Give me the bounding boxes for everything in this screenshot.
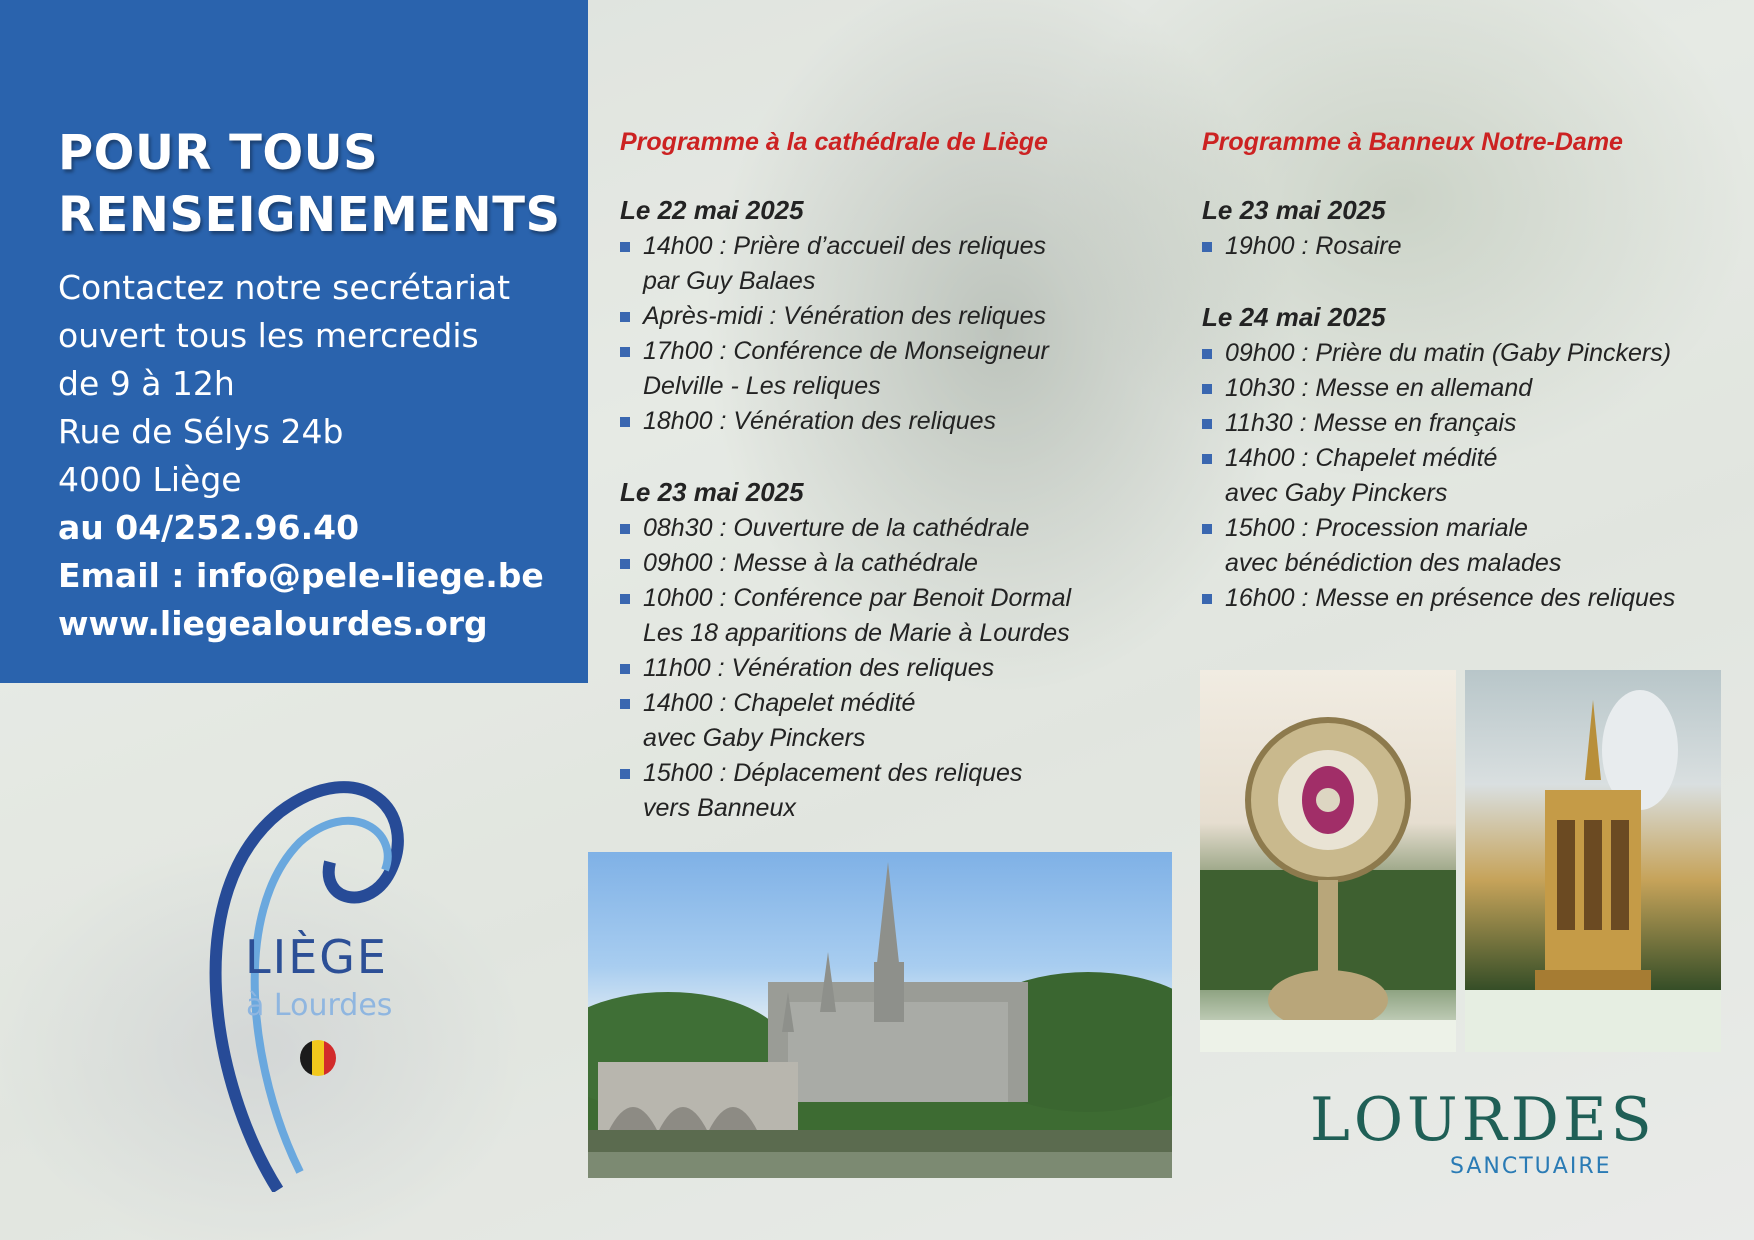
schedule-item-text: 14h00 : Chapelet médité — [1225, 444, 1498, 472]
schedule-item — [1202, 511, 1722, 581]
schedule-item — [1202, 229, 1722, 264]
schedule-item-text: 10h30 : Messe en allemand — [1225, 374, 1533, 402]
programme-banneux-title: Programme à Banneux Notre-Dame — [1202, 128, 1623, 156]
address-street: Rue de Sélys 24b — [58, 412, 344, 451]
schedule-item-text: par Guy Balaes — [643, 267, 816, 295]
belgian-flag-icon — [300, 1040, 336, 1076]
schedule-item-text: 14h00 : Chapelet médité — [643, 689, 916, 717]
day-heading: Le 23 mai 2025 — [620, 477, 804, 507]
phone-number: au 04/252.96.40 — [58, 508, 360, 547]
schedule-item-text: 14h00 : Prière d’accueil des reliques — [643, 232, 1047, 260]
schedule-item-text: 19h00 : Rosaire — [1225, 232, 1402, 260]
day-heading: Le 23 mai 2025 — [1202, 195, 1386, 225]
monstrance-illustration — [1200, 670, 1456, 1052]
schedule-item-text: 18h00 : Vénération des reliques — [643, 407, 997, 435]
day-heading: Le 22 mai 2025 — [620, 195, 804, 225]
schedule-item — [620, 229, 1120, 299]
schedule-item-text: 10h00 : Conférence par Benoit Dormal — [643, 584, 1072, 612]
schedule-item — [1202, 441, 1722, 511]
lourdes-sanctuaire-logo — [1310, 1085, 1656, 1179]
schedule-item-text: 09h00 : Prière du matin (Gaby Pinckers) — [1225, 339, 1672, 367]
schedule-item-text: Delville - Les reliques — [643, 372, 881, 400]
schedule-item-text: 08h30 : Ouverture de la cathédrale — [643, 514, 1030, 542]
schedule-item — [620, 546, 1120, 581]
schedule-list — [620, 229, 1120, 439]
reliquary-photo — [1465, 670, 1721, 1052]
schedule-item-text: 09h00 : Messe à la cathédrale — [643, 549, 978, 577]
contact-line: Contactez notre secrétariat — [58, 268, 511, 307]
liege-logo-subtitle: à Lourdes — [246, 988, 393, 1023]
schedule-item-text: 15h00 : Procession mariale — [1225, 514, 1528, 542]
schedule-item — [620, 686, 1120, 756]
website-link: www.liegealourdes.org — [58, 604, 488, 643]
reliquary-illustration — [1465, 670, 1721, 1052]
schedule-item — [620, 581, 1120, 651]
schedule-item — [620, 404, 1120, 439]
info-panel — [0, 0, 588, 683]
day-heading: Le 24 mai 2025 — [1202, 302, 1386, 332]
schedule-item-text: 15h00 : Déplacement des reliques — [643, 759, 1023, 787]
schedule-item — [620, 299, 1120, 334]
schedule-item-text: avec Gaby Pinckers — [1225, 479, 1448, 507]
contact-line: ouvert tous les mercredis — [58, 316, 479, 355]
schedule-item-text: Les 18 apparitions de Marie à Lourdes — [643, 619, 1070, 647]
programme-liege-title: Programme à la cathédrale de Liège — [620, 128, 1048, 156]
basilica-illustration — [588, 852, 1172, 1178]
lourdes-logo-subtitle: SANCTUAIRE — [1450, 1154, 1612, 1179]
address-city: 4000 Liège — [58, 460, 242, 499]
schedule-item-text: 16h00 : Messe en présence des reliques — [1225, 584, 1676, 612]
schedule-list — [1202, 336, 1722, 616]
contact-line: de 9 à 12h — [58, 364, 235, 403]
schedule-item-text: 11h00 : Vénération des reliques — [643, 654, 995, 682]
email-address: Email : info@pele-liege.be — [58, 556, 544, 595]
schedule-item-text: avec Gaby Pinckers — [643, 724, 866, 752]
info-title-line1: POUR TOUS — [58, 125, 379, 181]
schedule-item — [1202, 371, 1722, 406]
schedule-item-text: 11h30 : Messe en français — [1225, 409, 1517, 437]
info-title-line2: RENSEIGNEMENTS — [58, 187, 561, 243]
programme-liege — [620, 128, 1120, 826]
schedule-item — [620, 334, 1120, 404]
programme-banneux — [1202, 128, 1722, 616]
schedule-item-text: vers Banneux — [643, 794, 796, 822]
basilica-photo — [588, 852, 1172, 1178]
contact-details — [58, 264, 544, 648]
schedule-item-text: Après-midi : Vénération des reliques — [643, 302, 1046, 330]
schedule-item — [620, 511, 1120, 546]
schedule-item-text: 17h00 : Conférence de Monseigneur — [643, 337, 1049, 365]
lourdes-logo-word: LOURDES — [1310, 1085, 1656, 1155]
schedule-item-text: avec bénédiction des malades — [1225, 549, 1562, 577]
schedule-item — [1202, 581, 1722, 616]
schedule-item — [1202, 406, 1722, 441]
schedule-list — [620, 511, 1120, 826]
monstrance-photo — [1200, 670, 1456, 1052]
schedule-item — [620, 651, 1120, 686]
schedule-item — [1202, 336, 1722, 371]
info-title — [58, 122, 561, 246]
liege-logo-word: LIÈGE — [245, 930, 388, 984]
schedule-item — [620, 756, 1120, 826]
schedule-list — [1202, 229, 1722, 264]
